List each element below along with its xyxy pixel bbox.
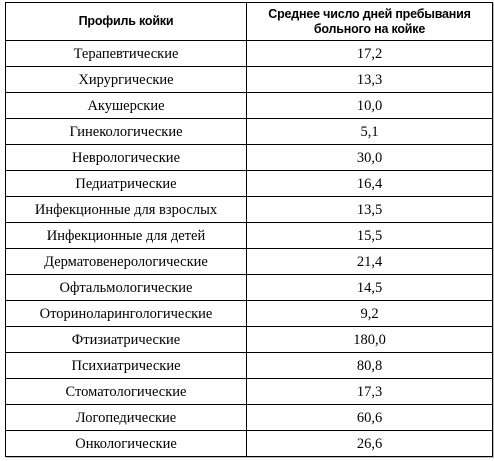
- bed-profile-cell: Терапевтические: [6, 41, 247, 67]
- bed-profile-cell: Инфекционные для детей: [6, 223, 247, 249]
- average-days-cell: 30,0: [247, 145, 493, 171]
- header-average-stay-days: Среднее число дней пребывания больного на койке: [247, 3, 493, 41]
- average-days-cell: 10,0: [247, 93, 493, 119]
- table-row: [6, 405, 493, 431]
- average-days-cell: 16,4: [247, 171, 493, 197]
- table-row: [6, 41, 493, 67]
- average-days-cell: 13,5: [247, 197, 493, 223]
- table-header-row: [6, 3, 493, 41]
- bed-profile-cell: Стоматологические: [6, 379, 247, 405]
- bed-profile-cell: Гинекологические: [6, 119, 247, 145]
- table-row: [6, 197, 493, 223]
- average-days-cell: 60,6: [247, 405, 493, 431]
- average-days-cell: 21,4: [247, 249, 493, 275]
- bed-profile-cell: Хирургические: [6, 67, 247, 93]
- table-row: [6, 67, 493, 93]
- bed-profile-cell: Фтизиатрические: [6, 327, 247, 353]
- table-row: [6, 275, 493, 301]
- bed-profile-cell: Педиатрические: [6, 171, 247, 197]
- bed-profile-cell: Акушерские: [6, 93, 247, 119]
- table-row: [6, 145, 493, 171]
- table-row: [6, 171, 493, 197]
- table-row: [6, 249, 493, 275]
- average-days-cell: 15,5: [247, 223, 493, 249]
- average-days-cell: 17,3: [247, 379, 493, 405]
- table-row: [6, 327, 493, 353]
- table-row: [6, 93, 493, 119]
- average-days-cell: 5,1: [247, 119, 493, 145]
- bed-profile-cell: Дерматовенерологические: [6, 249, 247, 275]
- table-row: [6, 301, 493, 327]
- table-row: [6, 431, 493, 457]
- bed-profile-cell: Логопедические: [6, 405, 247, 431]
- average-days-cell: 9,2: [247, 301, 493, 327]
- average-days-cell: 180,0: [247, 327, 493, 353]
- table-row: [6, 119, 493, 145]
- table-row: [6, 223, 493, 249]
- bed-profile-cell: Неврологические: [6, 145, 247, 171]
- bed-profile-cell: Оториноларингологические: [6, 301, 247, 327]
- bed-profile-cell: Онкологические: [6, 431, 247, 457]
- average-days-cell: 14,5: [247, 275, 493, 301]
- bed-profile-cell: Психиатрические: [6, 353, 247, 379]
- average-days-cell: 26,6: [247, 431, 493, 457]
- header-bed-profile: Профиль койки: [6, 3, 247, 41]
- bed-profile-cell: Инфекционные для взрослых: [6, 197, 247, 223]
- bed-profile-cell: Офтальмологические: [6, 275, 247, 301]
- average-days-cell: 17,2: [247, 41, 493, 67]
- table-row: [6, 353, 493, 379]
- average-days-cell: 13,3: [247, 67, 493, 93]
- table-row: [6, 379, 493, 405]
- average-days-cell: 80,8: [247, 353, 493, 379]
- bed-stay-table: [5, 2, 493, 457]
